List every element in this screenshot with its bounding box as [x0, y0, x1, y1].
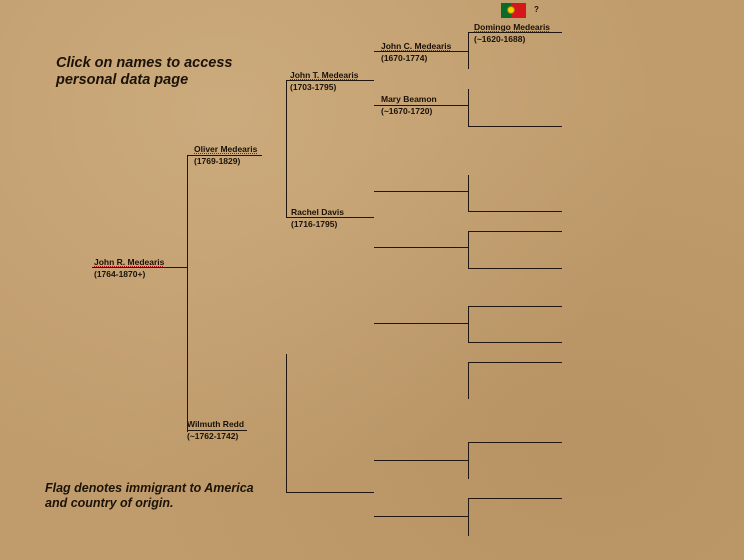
person-link-wilmuth-redd[interactable]: Wilmuth Redd: [187, 419, 245, 429]
connector-line: [92, 267, 187, 268]
connector-line: [187, 430, 247, 431]
connector-line: [468, 342, 562, 343]
connector-line: [468, 231, 469, 268]
flag-question-mark: ?: [534, 5, 539, 14]
connector-line: [468, 175, 469, 211]
person-paternal-grandfather: [290, 69, 359, 93]
connector-line: [286, 492, 374, 493]
connector-line: [374, 51, 468, 52]
connector-line: [374, 191, 468, 192]
person-dates: (1703-1795): [290, 82, 337, 92]
connector-line: [468, 498, 469, 536]
connector-line: [468, 211, 562, 212]
person-root: [94, 256, 164, 280]
connector-line: [468, 362, 562, 363]
person-dates: (1670-1774): [381, 53, 428, 63]
connector-line: [468, 268, 562, 269]
connector-line: [286, 217, 374, 218]
flag-seal: [507, 6, 515, 14]
person-dates: (1764-1870+): [94, 269, 146, 279]
connector-line: [468, 32, 562, 33]
person-link-domingo-medearis[interactable]: Domingo Medearis: [474, 22, 551, 32]
connector-line: [468, 498, 562, 499]
person-link-john-r-medearis[interactable]: John R. Medearis: [94, 257, 165, 267]
person-dates: (1716-1795): [291, 219, 338, 229]
person-dates: (1769-1829): [194, 156, 241, 166]
connector-line: [286, 354, 287, 492]
instruction-click-names: Click on names to access personal data page: [56, 55, 233, 88]
connector-line: [468, 306, 562, 307]
connector-line: [374, 323, 468, 324]
person-dates: (~1670-1720): [381, 106, 433, 116]
connector-line: [468, 442, 469, 479]
person-link-rachel-davis[interactable]: Rachel Davis: [291, 207, 344, 217]
connector-line: [468, 32, 469, 69]
person-great-great-grandfather: [474, 21, 550, 45]
connector-line: [187, 155, 262, 156]
connector-line: [286, 80, 374, 81]
person-dates: (~1620-1688): [474, 34, 526, 44]
connector-line: [374, 516, 468, 517]
connector-line: [468, 89, 469, 126]
connector-line: [187, 155, 188, 432]
connector-line: [468, 126, 562, 127]
person-paternal-grandmother: [291, 206, 344, 230]
connector-line: [286, 80, 287, 217]
connector-line: [468, 306, 469, 342]
person-link-john-c-medearis[interactable]: John C. Medearis: [381, 41, 452, 51]
connector-line: [374, 460, 468, 461]
person-link-john-t-medearis[interactable]: John T. Medearis: [290, 70, 359, 80]
person-link-oliver-medearis[interactable]: Oliver Medearis: [194, 144, 258, 154]
instruction-flag-legend: Flag denotes immigrant to America and country of origin.: [45, 481, 254, 510]
connector-line: [374, 105, 468, 106]
person-link-mary-beamon[interactable]: Mary Beamon: [381, 94, 437, 104]
person-dates: (~1762-1742): [187, 431, 239, 441]
connector-line: [374, 247, 468, 248]
portugal-flag-icon[interactable]: [501, 3, 526, 18]
connector-line: [468, 231, 562, 232]
connector-line: [468, 442, 562, 443]
person-great-grandfather: [381, 40, 451, 64]
connector-line: [468, 362, 469, 399]
